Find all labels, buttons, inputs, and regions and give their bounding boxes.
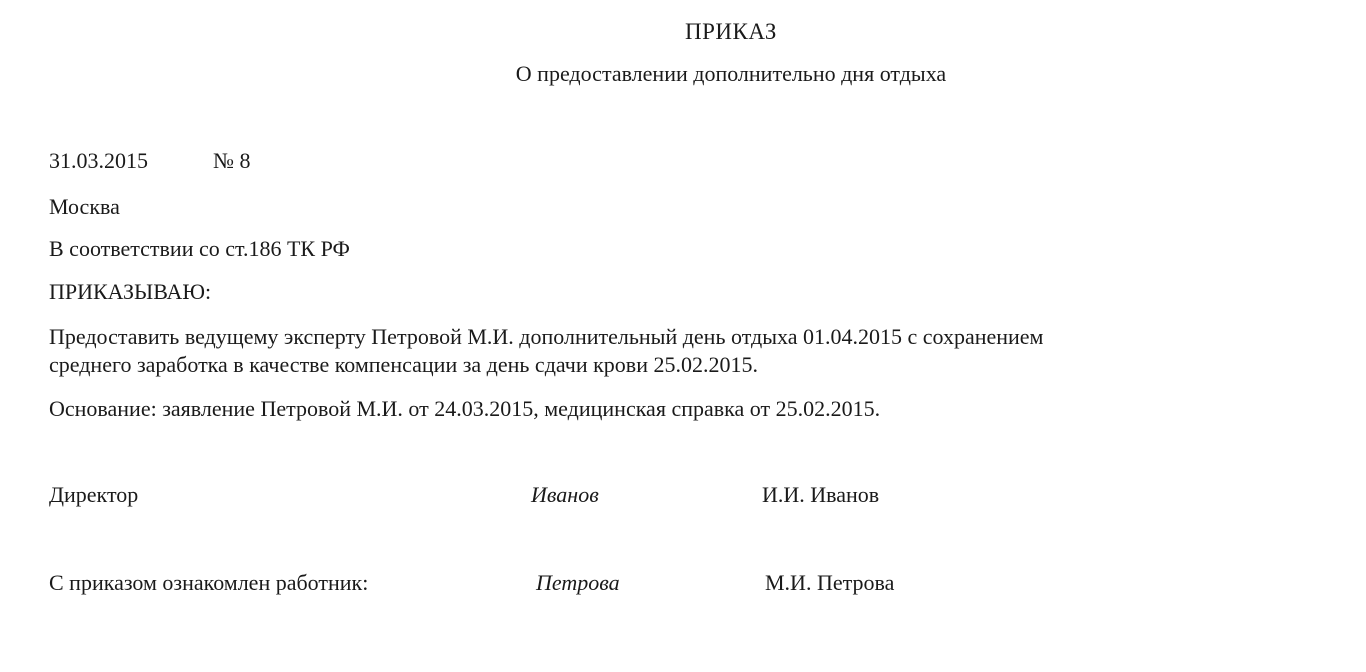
legal-basis: В соответствии со ст.186 ТК РФ: [49, 236, 350, 261]
director-name: И.И. Иванов: [762, 482, 880, 507]
order-body-line: среднего заработка в качестве компенсации за день сдачи крови 25.02.2015.: [49, 352, 758, 377]
order-grounds: Основание: заявление Петровой М.И. от 24.03.2015, медицинская справка от 25.02.2015.: [49, 396, 881, 421]
document-city: Москва: [49, 194, 120, 219]
director-signature: Иванов: [531, 482, 599, 507]
document-subtitle: О предоставлении дополнительно дня отдыха: [515, 61, 947, 86]
order-word: ПРИКАЗЫВАЮ:: [49, 279, 212, 304]
document-number: № 8: [213, 148, 251, 173]
director-label: Директор: [49, 482, 139, 507]
employee-ack-label: С приказом ознакомлен работник:: [49, 570, 369, 595]
employee-signature: Петрова: [536, 570, 620, 595]
order-body: [49, 323, 1329, 379]
order-body-line: Предоставить ведущему эксперту Петровой М.И. дополнительный день отдыха 01.04.2015 с сохранением: [49, 324, 1044, 349]
document-title: ПРИКАЗ: [685, 19, 777, 44]
employee-name: М.И. Петрова: [765, 570, 895, 595]
document-date: 31.03.2015: [49, 148, 148, 173]
